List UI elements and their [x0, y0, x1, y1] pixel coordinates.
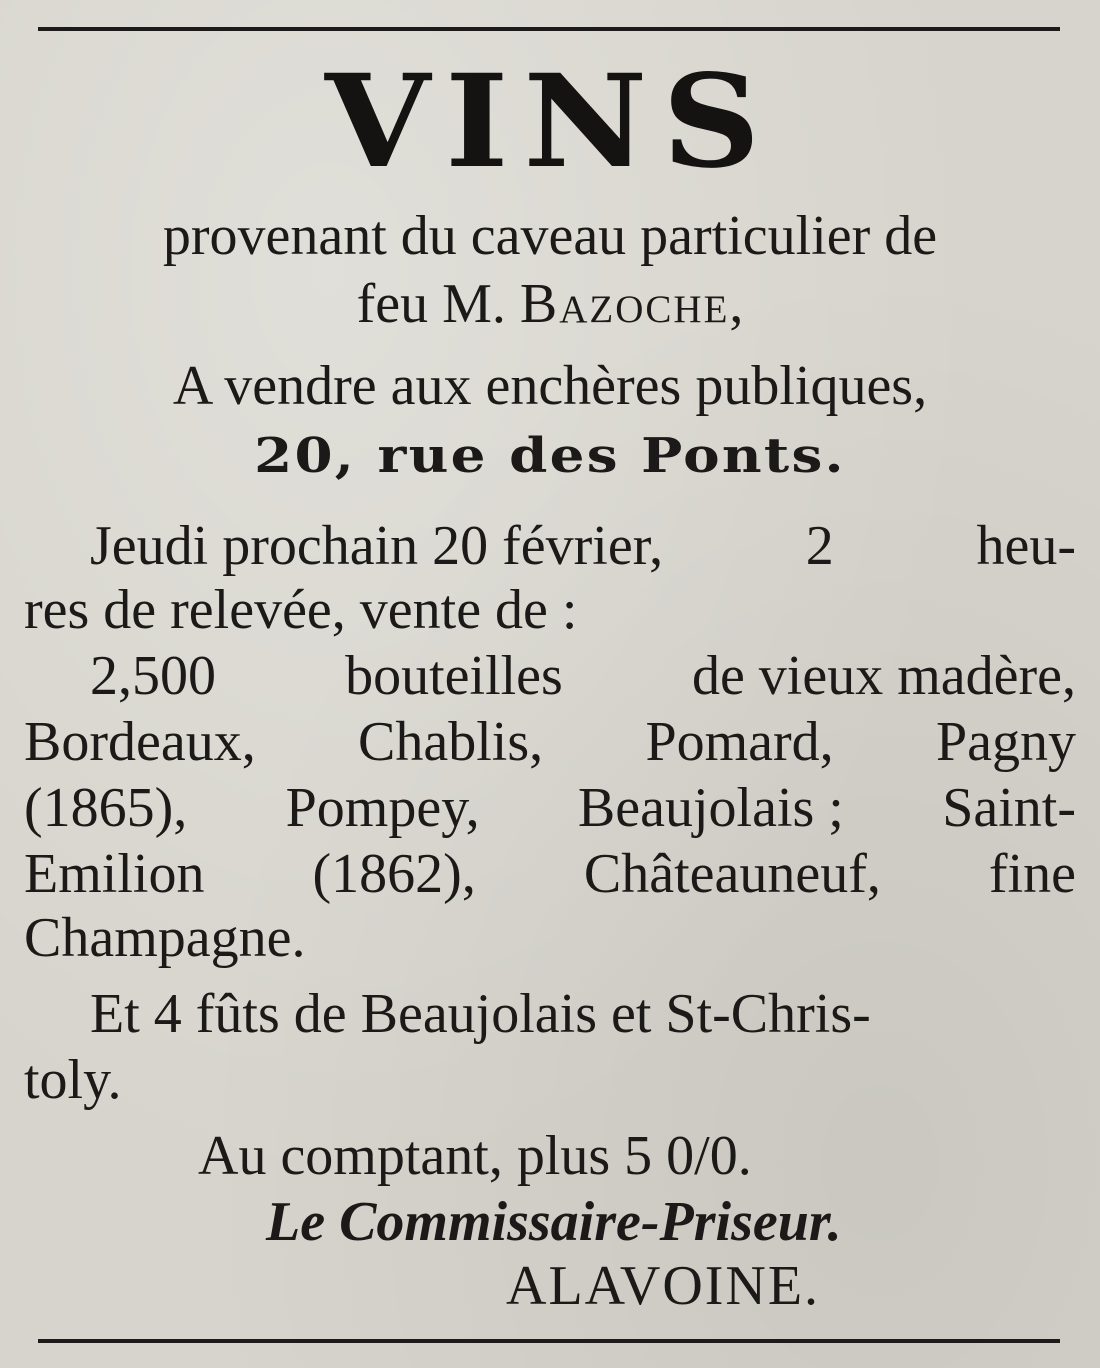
lots-line-1 [90, 645, 1076, 707]
wine-emilion: Emilion [24, 843, 205, 905]
lots-line-3 [24, 777, 1076, 839]
schedule-line-2: res de relevée, vente de : [24, 579, 578, 641]
wine-pagny: Pagny [936, 711, 1076, 773]
vintage-1862: (1862), [312, 843, 476, 905]
schedule-line-1 [90, 515, 1076, 577]
schedule-hour: 2 [805, 515, 834, 577]
casks-line-1: Et 4 fûts de Beaujolais et St-Chris- [90, 983, 871, 1045]
sale-address: 20, rue des Ponts. [254, 428, 846, 484]
vintage-1865: (1865), [24, 777, 188, 839]
wine-chablis: Chablis, [358, 711, 544, 773]
lots-line-2 [24, 711, 1076, 773]
deceased-name: Bazoche [519, 273, 730, 335]
bottom-rule [38, 1339, 1060, 1343]
lots-word: bouteilles [345, 645, 563, 707]
lots-line-5: Champagne. [24, 907, 306, 969]
wine-fine: fine [988, 843, 1076, 905]
ad-title: VINS [324, 47, 776, 197]
intro-prefix: feu M. [356, 273, 520, 335]
wine-bordeaux: Bordeaux, [24, 711, 256, 773]
auctioneer-name: ALAVOINE. [506, 1255, 821, 1317]
lots-madere: de vieux madère, [691, 645, 1076, 707]
payment-terms: Au comptant, plus 5 0/0. [198, 1125, 752, 1187]
casks-line-2: toly. [24, 1049, 122, 1111]
auctioneer-title: Le Commissaire-Priseur. [266, 1191, 842, 1253]
lots-line-4 [24, 843, 1076, 905]
wine-pomard: Pomard, [645, 711, 834, 773]
intro-suffix: , [729, 273, 744, 335]
wine-saint: Saint- [942, 777, 1076, 839]
intro-line-2 [0, 273, 1100, 335]
wine-chateauneuf: Châteauneuf, [583, 843, 881, 905]
auction-line: A vendre aux enchères publiques, [172, 355, 928, 417]
intro-line-1: provenant du caveau particulier de [162, 205, 938, 267]
schedule-date: Jeudi prochain 20 février, [90, 515, 664, 577]
bottle-count: 2,500 [90, 645, 216, 707]
wine-pompey: Pompey, [285, 777, 480, 839]
top-rule [38, 27, 1060, 31]
schedule-hour-word: heu- [976, 515, 1076, 577]
wine-beaujolais: Beaujolais ; [577, 777, 844, 839]
